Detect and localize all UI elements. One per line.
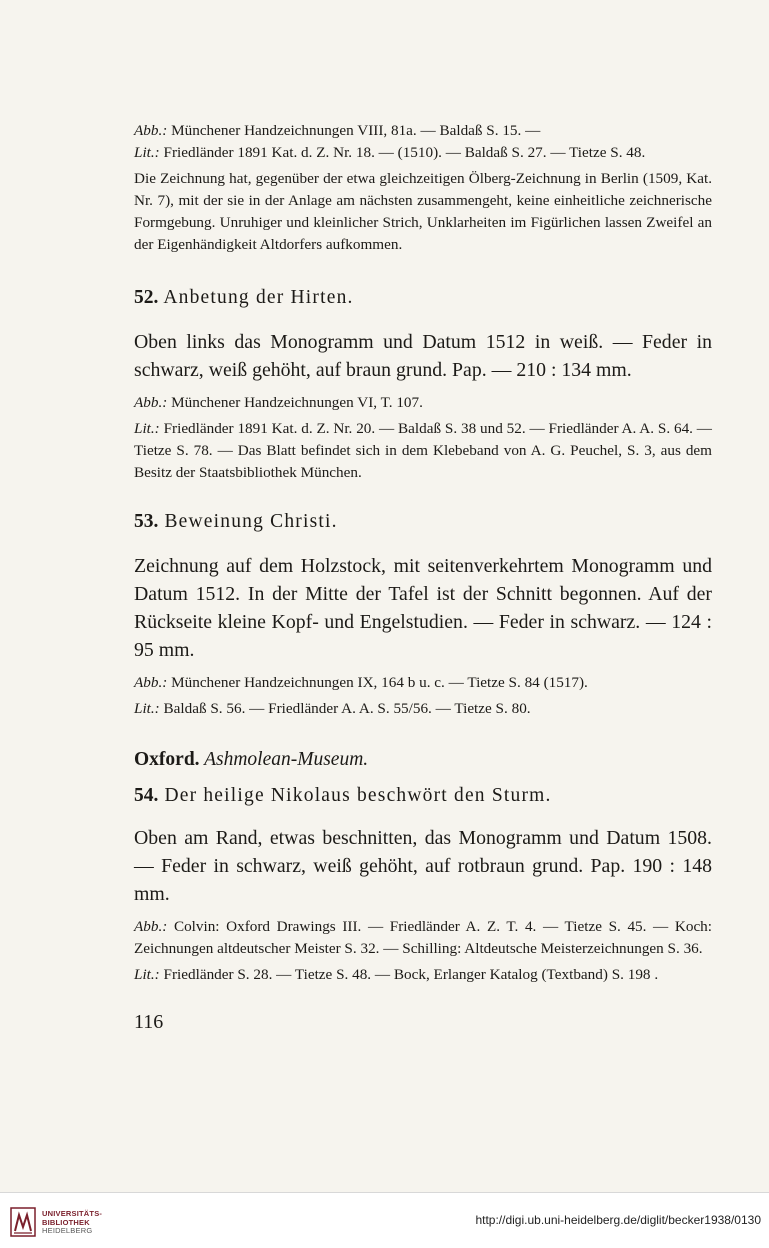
- entry-54-lit: Lit.: Friedländer S. 28. — Tietze S. 48. — Bock, Erlanger Katalog (Textband) S. 198 .: [134, 966, 659, 983]
- entry-52-lit: Lit.: Friedländer 1891 Kat. d. Z. Nr. 20. — Baldaß S. 38 und 52. — Friedländer A. A. S. 64. — Tietze S. 78. — Das Blatt befindet sich in dem Klebeband von A. G. Peuchel, S. 3, aus dem Besitz der Staatsbibliothek München.: [134, 420, 712, 481]
- page-number: 116: [134, 1011, 164, 1033]
- entry-53-description: Zeichnung auf dem Holzstock, mit seitenverkehrtem Monogramm und Datum 1512. In der Mitte der Tafel ist der Schnitt begonnen. Auf der Rückseite kleine Kopf- und Engelstudien. — Feder in schwarz. — 124 : 95 mm.: [134, 555, 712, 661]
- library-logo[interactable]: [10, 1207, 120, 1241]
- entry-53-lit: Lit.: Baldaß S. 56. — Friedländer A. A. S. 55/56. — Tietze S. 80.: [134, 700, 531, 717]
- entry-54-heading: 54. Der heilige Nikolaus beschwört den Sturm.: [134, 785, 552, 806]
- p1-lit: Lit.: Friedländer 1891 Kat. d. Z. Nr. 18. — (1510). — Baldaß S. 27. — Tietze S. 48.: [134, 144, 646, 161]
- entry-52-description: Oben links das Monogramm und Datum 1512 in weiß. — Feder in schwarz, weiß gehöht, auf braun grund. Pap. — 210 : 134 mm.: [134, 331, 712, 381]
- footer-bar: [0, 1192, 769, 1248]
- p1-abb: Abb.: Münchener Handzeichnungen VIII, 81a. — Baldaß S. 15. —: [134, 122, 541, 139]
- entry-52-abb: Abb.: Münchener Handzeichnungen VI, T. 107.: [134, 394, 423, 411]
- entry-54-description: Oben am Rand, etwas beschnitten, das Monogramm und Datum 1508. — Feder in schwarz, weiß gehöht, auf rotbraun grund. Pap. 190 : 148 mm.: [134, 827, 712, 905]
- library-name: UNIVERSITÄTS- BIBLIOTHEK HEIDELBERG: [42, 1209, 103, 1235]
- entry-53-abb: Abb.: Münchener Handzeichnungen IX, 164 b u. c. — Tietze S. 84 (1517).: [134, 674, 588, 691]
- page-content: [134, 120, 712, 1036]
- p1-description: Die Zeichnung hat, gegenüber der etwa gleichzeitigen Ölberg-Zeichnung in Berlin (1509, Kat. Nr. 7), mit der sie in der Anlage am nächsten zusammengeht, keine einheitliche zeichnerische Formgebung. Unruhiger und kleinlicher Strich, Unklarheiten im Figürlichen lassen Zweifel an der Eigenhändigkeit Altdorfers aufkommen.: [134, 170, 712, 253]
- entry-53-heading: 53. Beweinung Christi.: [134, 511, 338, 532]
- location-heading: Oxford. Ashmolean-Museum.: [134, 749, 369, 770]
- entry-52-heading: 52. Anbetung der Hirten.: [134, 287, 354, 308]
- permalink-url[interactable]: http://digi.ub.uni-heidelberg.de/diglit/becker1938/0130: [475, 1213, 761, 1227]
- entry-54-abb: Abb.: Colvin: Oxford Drawings III. — Friedländer A. Z. T. 4. — Tietze S. 45. — Koch: Zeichnungen altdeutscher Meister S. 32. — Schilling: Altdeutsche Meisterzeichnungen S. 36.: [134, 918, 712, 957]
- library-seal-icon: [10, 1207, 36, 1237]
